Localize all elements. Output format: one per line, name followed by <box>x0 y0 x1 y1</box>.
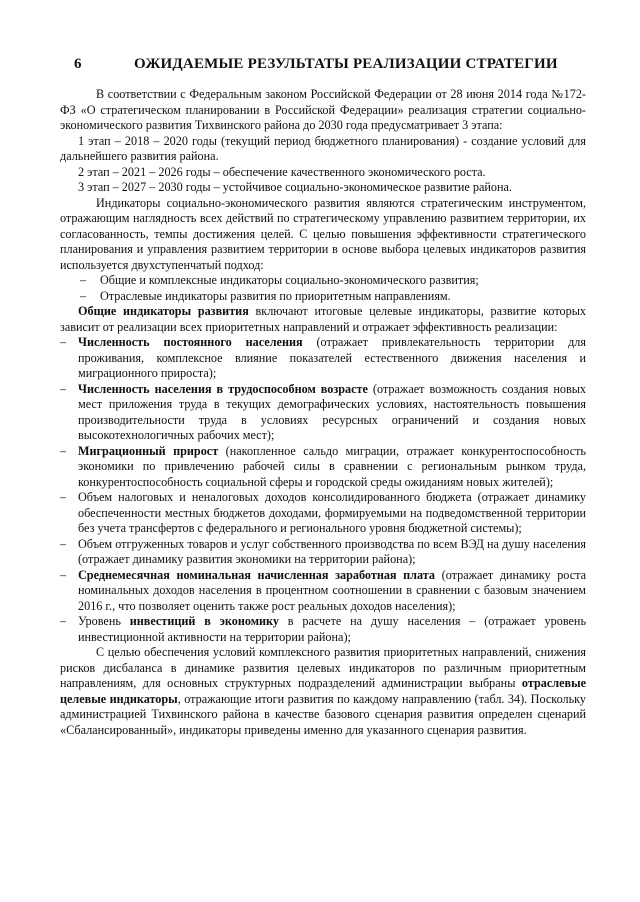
dash-bullet: – <box>80 288 87 303</box>
dash-bullet: – <box>60 335 67 349</box>
section-number: 6 <box>74 56 82 72</box>
list-item: – Среднемесячная номинальная начисленная заработная плата (отражает динамику роста номинальных доходов населения в процентном соотношении в сравнении с базовым значением 2016 г., что позволяет оценить также рост реальных доходов населения); <box>60 567 586 613</box>
list-item: – Отраслевые индикаторы развития по приоритетным направлениям. <box>80 288 451 303</box>
approach-list <box>60 273 586 304</box>
list-item: – Миграционный прирост (накопленное сальдо миграции, отражает конкурентоспособность экономики по привлечению рабочей силы в сравнении с региональным рынком труда, конкурентоспособность социальной сферы и городской среды ожиданиям новых жителей); <box>60 443 586 489</box>
intro-paragraph: В соответствии с Федеральным законом Российской Федерации от 28 июня 2014 года №172-ФЗ «О стратегическом планировании в Российской Федерации» реализация стратегии социально-экономического развития Тихвинского района до 2030 года предусматривает 3 этапа: <box>60 87 586 132</box>
dash-bullet: – <box>60 381 67 396</box>
list-item: – Численность постоянного населения (отражает привлекательность территории для проживания, комплексное влияние показателей естественного движения населения и миграционного прироста); <box>60 335 586 380</box>
section-heading <box>74 56 586 73</box>
document-body <box>60 87 586 738</box>
list-item: – Численность населения в трудоспособном возрасте (отражает возможность создания новых мест приложения труда в текущих демографических условиях, настоятельность повышения производительности труда в условиях ресурсных ограничений и создания новых высокотехнологичных рабочих мест); <box>60 381 586 442</box>
dash-bullet: – <box>60 614 67 628</box>
list-item: – Общие и комплексные индикаторы социально-экономического развития; <box>80 273 479 287</box>
indicator-list <box>60 335 586 645</box>
stage-3: 3 этап – 2027 – 2030 годы – устойчивое социально-экономическое развитие района. <box>78 180 512 194</box>
dash-bullet: – <box>60 567 67 582</box>
dash-bullet: – <box>80 273 87 287</box>
dash-bullet: – <box>60 443 67 458</box>
general-indicators-paragraph: Общие индикаторы развития включают итоговые целевые индикаторы, развитие которых зависит от реализации всех приоритетных направлений и отражает эффективность реализации: <box>60 304 586 334</box>
list-item: – Объем отгруженных товаров и услуг собственного производства по всем ВЭД на душу населения (отражает динамику развития экономики на территории района); <box>60 536 586 566</box>
indicators-paragraph: Индикаторы социально-экономического развития являются стратегическим инструментом, отражающим наглядность всех действий по стратегическому управлению развитием территории, их согласованность, темпы достижения целей. С целью повышения эффективности стратегического планирования и управления развитием территории в основе выбора целевых индикаторов развития используется двухступенчатый подход: <box>60 195 586 272</box>
final-paragraph: С целью обеспечения условий комплексного развития приоритетных направлений, снижения рисков дисбаланса в динамике развития целевых индикаторов по различным приоритетным направлениям, для основных структурных подразделений администрации выбраны отраслевые целевые индикаторы, отражающие итоги развития по каждому направлению (табл. 34). Поскольку администрацией Тихвинского района в качестве базового сценария развития определен сценарий «Сбалансированный», индикаторы приведены именно для указанного сценария развития. <box>60 645 586 737</box>
stage-2: 2 этап – 2021 – 2026 годы – обеспечение качественного экономического роста. <box>78 164 486 179</box>
dash-bullet: – <box>60 490 67 504</box>
section-title: ОЖИДАЕМЫЕ РЕЗУЛЬТАТЫ РЕАЛИЗАЦИИ СТРАТЕГИИ <box>134 56 558 72</box>
dash-bullet: – <box>60 536 67 551</box>
stage-1: 1 этап – 2018 – 2020 годы (текущий период бюджетного планирования) - создание условий для дальнейшего развития района. <box>60 133 586 163</box>
list-item: – Объем налоговых и неналоговых доходов консолидированного бюджета (отражает динамику обеспеченности местных бюджетов доходами, формируемыми на подведомственной территории без учета трансфертов с федерального и регионального уровня бюджетной системы); <box>60 490 586 535</box>
list-item: – Уровень инвестиций в экономику в расчете на душу населения – (отражает уровень инвестиционной активности на территории района); <box>60 614 586 644</box>
